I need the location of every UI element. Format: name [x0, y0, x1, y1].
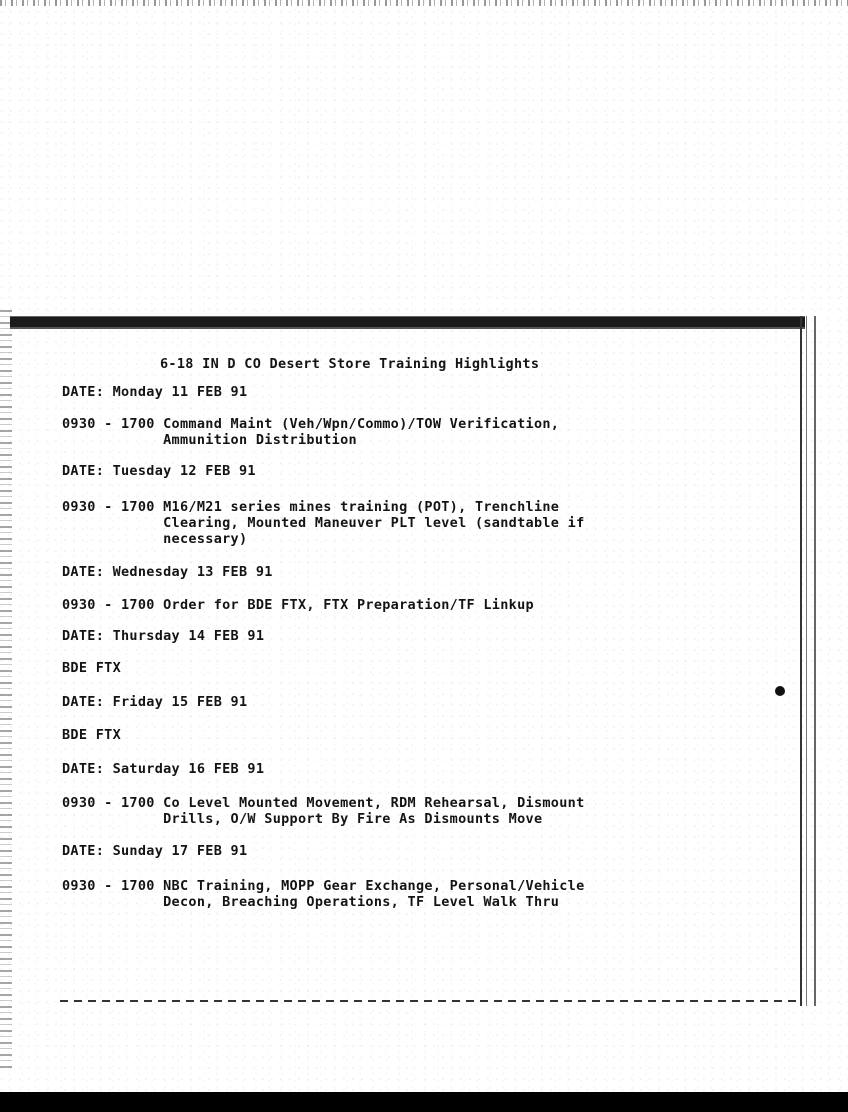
- schedule-line: 0930 - 1700 Co Level Mounted Movement, RDM Rehearsal, Dismount: [62, 795, 585, 811]
- date-heading: DATE: Thursday 14 FEB 91: [62, 628, 265, 644]
- date-heading: DATE: Sunday 17 FEB 91: [62, 843, 248, 859]
- schedule-line: BDE FTX: [62, 660, 121, 676]
- schedule-line: 0930 - 1700 M16/M21 series mines training (POT), Trenchline: [62, 499, 560, 515]
- date-heading: DATE: Monday 11 FEB 91: [62, 384, 248, 400]
- date-heading: DATE: Saturday 16 FEB 91: [62, 761, 265, 777]
- schedule-line: BDE FTX: [62, 727, 121, 743]
- schedule-line: Drills, O/W Support By Fire As Dismounts Move: [62, 811, 543, 827]
- date-heading: DATE: Tuesday 12 FEB 91: [62, 463, 256, 479]
- schedule-line: necessary): [62, 531, 248, 547]
- document-title: 6-18 IN D CO Desert Store Training Highlights: [160, 356, 540, 372]
- schedule-line: 0930 - 1700 Order for BDE FTX, FTX Preparation/TF Linkup: [62, 597, 534, 613]
- schedule-line: 0930 - 1700 NBC Training, MOPP Gear Exchange, Personal/Vehicle: [62, 878, 585, 894]
- schedule-line: Decon, Breaching Operations, TF Level Walk Thru: [62, 894, 560, 910]
- date-heading: DATE: Friday 15 FEB 91: [62, 694, 248, 710]
- schedule-line: 0930 - 1700 Command Maint (Veh/Wpn/Commo)/TOW Verification,: [62, 416, 560, 432]
- date-heading: DATE: Wednesday 13 FEB 91: [62, 564, 273, 580]
- schedule-line: Ammunition Distribution: [62, 432, 357, 448]
- schedule-line: Clearing, Mounted Maneuver PLT level (sandtable if: [62, 515, 585, 531]
